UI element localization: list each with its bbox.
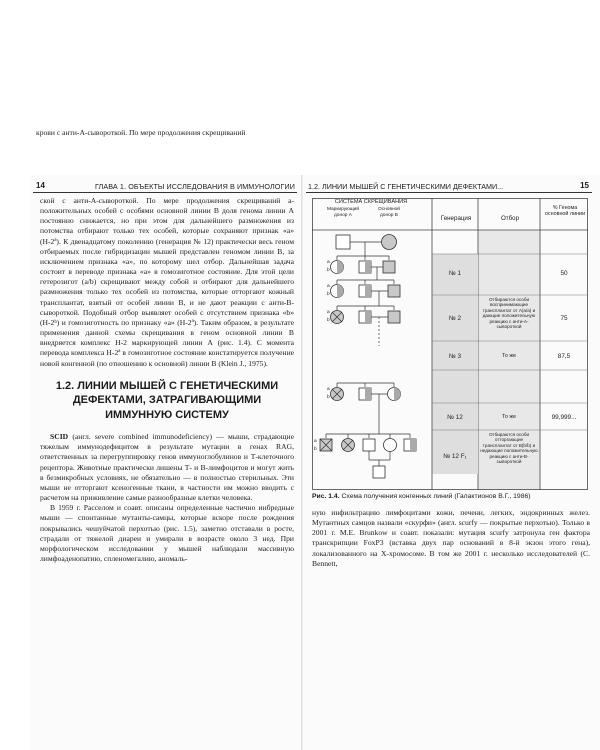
allele-label-b: b (314, 447, 317, 452)
left-paragraph-2 (40, 432, 294, 503)
figure-caption (312, 493, 588, 500)
header-crossing-system: СИСТЕМА СКРЕЩИВАНИЯ (334, 199, 408, 205)
header-selection: Отбор (500, 215, 520, 222)
percent-cell: 50 (560, 270, 568, 277)
generation-cell: № 1 (448, 270, 462, 277)
generation-cell: № 3 (448, 353, 462, 360)
allele-label-a: a (327, 284, 330, 289)
allele-label-b: b (327, 292, 330, 297)
header-generation: Генерация (440, 215, 472, 222)
percent-cell: 75 (560, 315, 568, 322)
generation-cell: № 12 F₁ (443, 453, 467, 460)
crossing-scheme-diagram (312, 198, 588, 490)
right-running-title: 1.2. ЛИНИИ МЫШЕЙ С ГЕНЕТИЧЕСКИМИ ДЕФЕКТАМИ... (308, 182, 504, 191)
left-paragraph-1: ской с анти-А-сывороткой. По мере продолжения скрещиваний а-положительных особей с особями основной линии В доля генома линии А постоянно снижается, но при этом для дальнейшего размножения из потомства отбирают только тех особей, которые сохраняют признак «а» (Н-2ª). К двенадцатому поколению (генерация № 12) практически весь геном отбираемых после гибридизации мышей представлен геномом линии В, за исключением признака «а», по которому шел отбор. Дальнейшая задача состоит в переводе признака «а» в гомозиготное состояние. Для этой цели гетерозигот (а/b) скрещивают между собой и отбирают для дальнейшего размножения только тех особей из потомства, которые отторгают кожный трансплантат, взятый от особей линии В, и не дают реакции с анти-В-сывороткой. Подобный отбор выявляет особей с отсутствием признака «b» (Н-2ᵇ) и гомозиготность по признаку «а» (Н-2ª). Таким образом, в результате применения данной схемы скрещивания в геном основной линии В внедряется комплекс Н-2 маркирующей линии А (рис. 1.4). С момента перевода комплекса Н-2ª в гомозиготное состояние констатируется получение новой конгенной (по отношению к основной) линии В (Klein J., 1975). (40, 196, 294, 368)
right-page-number: 15 (580, 181, 589, 190)
section-heading: 1.2. ЛИНИИ МЫШЕЙ С ГЕНЕТИЧЕСКИМИ ДЕФЕКТАМИ, ЗАТРАГИВАЮЩИМИ ИММУННУЮ СИСТЕМУ (55, 379, 279, 421)
left-running-head (33, 180, 297, 193)
caption-text: Схема получения конгенных линий (Галактионов В.Г., 1986) (339, 493, 531, 500)
generation-cell: № 12 (447, 414, 463, 421)
allele-label-a: a (314, 439, 317, 444)
percent-cell: 87,5 (557, 353, 571, 360)
left-paragraph-3: В 1959 г. Расселом и соавт. описаны определенные частично инбредные мыши — спонтанные мутанты-самцы, которые вскоре после рождения покрывались чешуйчатой перхотью (рис. 1.5), заметно отставали в росте, страдали от тяжелой диареи и умирали в возрасте около 3 нед. При морфологическом исследовании у мышей наблюдали массивную лимфоаденопатию, спленомегалию, аномаль- (40, 503, 294, 564)
figure-1-4 (312, 198, 588, 490)
right-page-body (312, 508, 590, 569)
percent-cell: 99,999... (551, 414, 577, 421)
allele-label-a: a (327, 387, 330, 392)
allele-label-a: a (327, 260, 330, 265)
scid-text: (англ. severe combined immunodeficiency) — мыши, страдающие тяжелым иммунодефицитом в результате мутации в генах RAG, ответственных за перегруппировку генов иммуноглобулинов и Т-клеточного рецептора. Животные практически лишены Т- и В-лимфоцитов и могут жить в безмикробных условиях, не обязательно — в полностью стерильных. Эти мыши не отторгают ксеногенные ткани, в частности им можно вводить с расчетом на приживление самые разнообразные клетки человека. (40, 432, 294, 503)
caption-label: Рис. 1.4. (312, 493, 340, 500)
selection-cell: Отбираются особи отторгающие трансплантат от В(b/b) и недающие положительную реакцию с анти-В-сывороткой (480, 432, 538, 465)
header-genome-percent: % Генома основной линии (544, 205, 586, 218)
right-running-head (306, 180, 592, 193)
selection-cell: Отбираются особи воспринимающие трансплантат от А(а/а) и дающие положительную реакцию с анти-А-сывороткой (482, 297, 536, 330)
left-page-body (40, 196, 294, 564)
header-base-donor: Основной донор В (378, 207, 400, 218)
left-page-number: 14 (36, 181, 45, 190)
generation-cell: № 2 (448, 315, 462, 322)
allele-label-b: b (327, 268, 330, 273)
header-marker-donor: Маркирующий донор А (326, 207, 360, 218)
book-gutter (301, 175, 303, 750)
allele-label-b: b (327, 395, 330, 400)
allele-label-b: b (327, 318, 330, 323)
scid-term: SCID (50, 432, 69, 442)
selection-cell: То же (502, 353, 516, 359)
right-paragraph: ную инфильтрацию лимфоцитами кожи, печени, легких, эндокринных желез. Мутантных самцов назвали «скурфи» (англ. scurfy — покрытые перхотью). Только в 2001 г. M.E. Brunkow и соавт. показали: мутация scurfy затронула ген фактора транскрипции FoxP3 (вставка двух пар оснований в 8-й экзон этого гена), локализованного на X-хромосоме. В том же 2001 г. несколько исследователей (C. Bennett, (312, 508, 590, 568)
allele-label-a: a (327, 310, 330, 315)
selection-cell: То же (502, 414, 516, 420)
top-line-1: крови с анти-А-сывороткой. По мере продолжения скрещиваний (36, 128, 246, 137)
top-text-fragment (36, 128, 596, 138)
left-running-title: ГЛАВА 1. ОБЪЕКТЫ ИССЛЕДОВАНИЯ В ИММУНОЛОГИИ (94, 182, 295, 191)
